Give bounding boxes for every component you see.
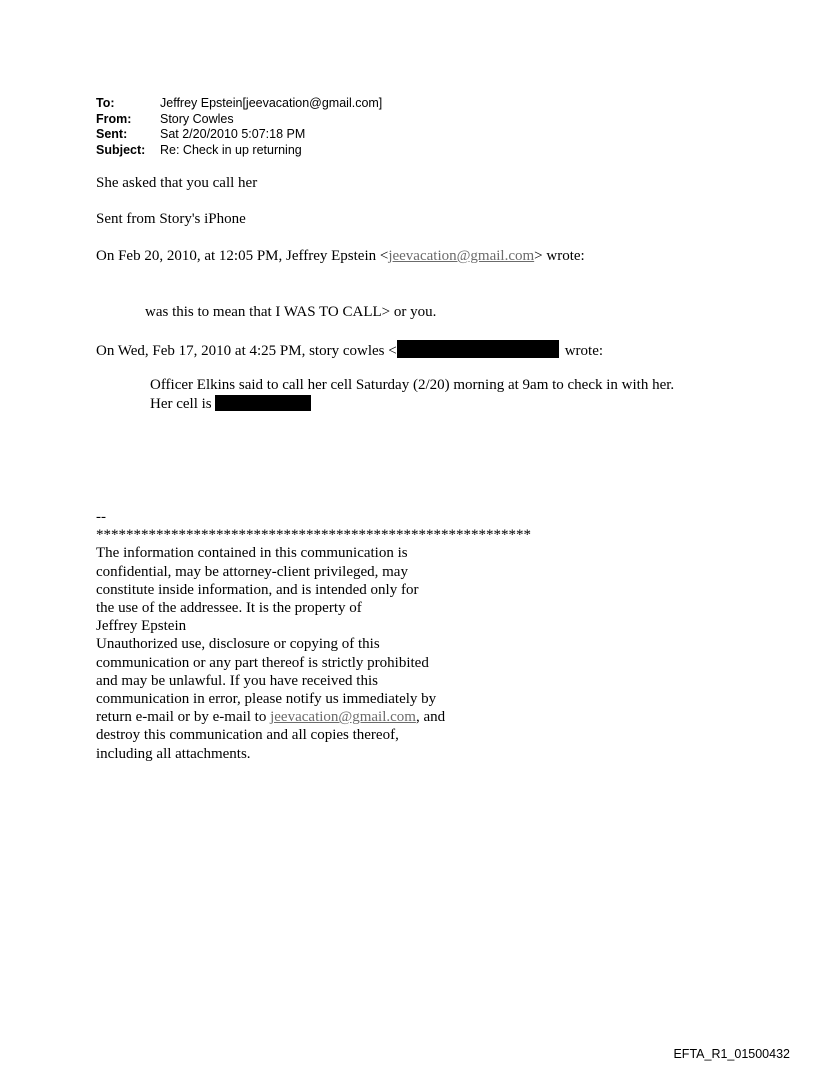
disclaimer-email-suffix: , and	[415, 709, 446, 726]
disclaimer-block	[96, 508, 531, 763]
quoted-line-2	[150, 395, 311, 413]
disclaimer-line: the use of the addressee. It is the property of	[96, 600, 362, 617]
quote-header-2-suffix: wrote:	[564, 343, 604, 359]
redaction-bar-email	[397, 340, 559, 358]
disclaimer-line: communication or any part thereof is strictly prohibited	[96, 654, 429, 671]
to-value: Jeffrey Epstein[jeevacation@gmail.com]	[160, 96, 383, 110]
disclaimer-line: confidential, may be attorney-client privileged, may	[96, 563, 408, 580]
to-label: To:	[96, 96, 115, 110]
disclaimer-line: and may be unlawful. If you have received this	[96, 672, 378, 689]
disclaimer-line: communication in error, please notify us immediately by	[96, 691, 437, 708]
sent-row	[96, 127, 382, 143]
disclaimer-line: including all attachments.	[96, 745, 251, 762]
subject-value: Re: Check in up returning	[160, 142, 302, 157]
disclaimer-line: constitute inside information, and is intended only for	[96, 581, 419, 598]
redaction-bar-phone	[215, 395, 311, 411]
document-id: EFTA_R1_01500432	[673, 1047, 790, 1061]
disclaimer-email-link[interactable]: jeevacation@gmail.com	[270, 709, 416, 726]
quote-header-1-suffix: > wrote:	[534, 248, 585, 264]
from-label: From:	[96, 111, 132, 126]
quoted-line-1: Officer Elkins said to call her cell Saturday (2/20) morning at 9am to check in with her.	[150, 377, 675, 393]
from-row	[96, 112, 382, 128]
quoted-line-2-prefix: Her cell is	[150, 396, 216, 412]
subject-row	[96, 143, 382, 159]
from-value: Story Cowles	[160, 111, 234, 126]
sent-value: Sat 2/20/2010 5:07:18 PM	[160, 127, 306, 141]
quote-header-1	[96, 247, 585, 265]
signature-line: Sent from Story's iPhone	[96, 211, 246, 227]
to-row	[96, 96, 382, 112]
quote-header-2	[96, 340, 603, 360]
disclaimer-line-email	[96, 708, 531, 726]
disclaimer-line: Jeffrey Epstein	[96, 618, 187, 635]
disclaimer-stars: **********************************************************	[96, 527, 531, 544]
disclaimer-email-prefix: return e-mail or by e-mail to	[96, 709, 271, 726]
quote-header-2-prefix: On Wed, Feb 17, 2010 at 4:25 PM, story cowles <	[96, 343, 397, 359]
body-line-1: She asked that you call her	[96, 175, 258, 191]
disclaimer-line: destroy this communication and all copies thereof,	[96, 727, 399, 744]
quote-header-1-prefix: On Feb 20, 2010, at 12:05 PM, Jeffrey Epstein <	[96, 248, 389, 264]
email-header	[96, 96, 382, 158]
disclaimer-line: The information contained in this communication is	[96, 545, 408, 562]
quote-header-1-email-link[interactable]: jeevacation@gmail.com	[388, 248, 535, 264]
disclaimer-dashes: --	[96, 509, 106, 525]
reply-text: was this to mean that I WAS TO CALL> or you.	[145, 304, 437, 320]
disclaimer-line: Unauthorized use, disclosure or copying of this	[96, 636, 380, 653]
subject-label: Subject:	[96, 142, 146, 157]
sent-label: Sent:	[96, 127, 128, 141]
